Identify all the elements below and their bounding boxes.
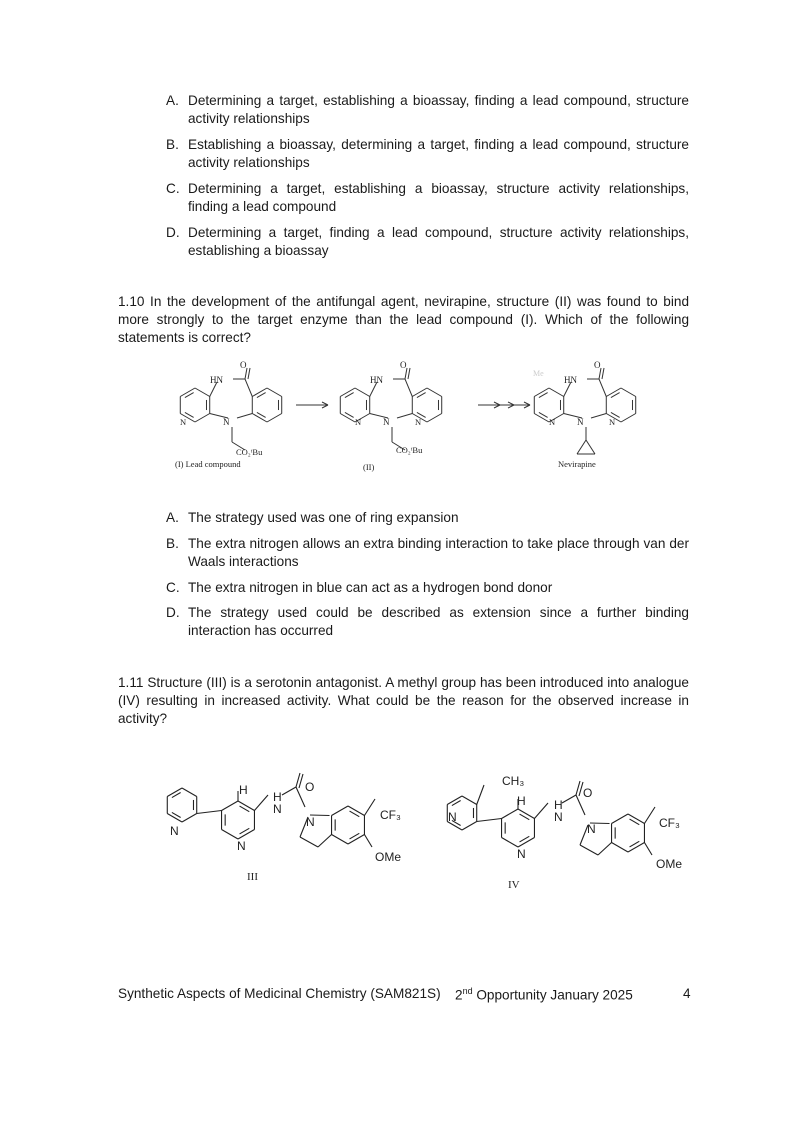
bond (405, 379, 412, 397)
label-ester: CO₂ᵗBu (396, 445, 423, 455)
ring-bond (612, 814, 628, 824)
label-n: N (554, 810, 563, 824)
option-a (166, 92, 689, 128)
label-n: N (383, 417, 390, 427)
label-n: N (415, 417, 422, 427)
label-n: N (237, 839, 246, 853)
ring-bond (628, 843, 644, 853)
bond (562, 795, 576, 803)
bond (580, 845, 598, 855)
label-n: N (609, 417, 616, 427)
label-n: N (587, 822, 596, 836)
label-n: N (549, 417, 556, 427)
option-label: D. (166, 605, 180, 620)
option-text: The extra nitrogen in blue can act as a hydrogen bond donor (188, 580, 553, 595)
ring-bond (412, 388, 427, 397)
label-n: N (577, 417, 584, 427)
label-n: N (223, 417, 230, 427)
bond (477, 785, 484, 805)
bond (197, 811, 222, 814)
bond (397, 414, 412, 419)
label-hn: HN (564, 375, 577, 385)
ring-bond (427, 388, 442, 397)
label-o: O (305, 780, 315, 794)
serotonin-antagonist-structures-figure (0, 765, 794, 895)
option-label: B. (166, 536, 179, 551)
question-1-11-stem: 1.11 Structure (III) is a serotonin antagonist. A methyl group has been introduced into analogue (IV) resulting in increased activity. What could be the reason for the observed increase in activity? (118, 675, 689, 726)
bond (534, 803, 548, 819)
ring-bond (238, 801, 254, 811)
option-label: A. (166, 510, 179, 525)
label-o: O (583, 786, 593, 800)
ring-bond (502, 838, 518, 848)
ring-bond (534, 414, 549, 423)
ring-bond (518, 838, 534, 848)
option-text: The strategy used could be described as extension since a further binding interaction has occurred (188, 605, 689, 638)
label-n: N (273, 802, 282, 816)
ring-bond (340, 388, 355, 397)
bond (644, 807, 655, 824)
label-h: H (517, 794, 526, 808)
ring-bond (267, 388, 282, 397)
ring-bond (332, 835, 348, 845)
ring-bond (182, 788, 197, 797)
ring-bond (252, 388, 267, 397)
label-h: H (239, 783, 248, 797)
ring-bond (447, 796, 462, 805)
bond (408, 368, 410, 379)
label-n: N (306, 815, 315, 829)
label-ch3: CH₃ (502, 774, 525, 788)
option-text: The strategy used was one of ring expansion (188, 510, 459, 525)
label-n: N (170, 824, 179, 838)
option-label: D. (166, 225, 180, 240)
label-n: N (448, 810, 457, 824)
bond (599, 379, 606, 397)
ring-bond (332, 806, 348, 816)
bond (644, 843, 652, 856)
cyclopropyl (586, 440, 595, 454)
option-label: C. (166, 181, 180, 196)
ring-bond (340, 414, 355, 423)
ring-bond (267, 414, 282, 423)
bond (254, 795, 268, 811)
option-b (166, 136, 689, 172)
caption-iv: IV (508, 879, 520, 891)
footer-opportunity (455, 986, 633, 1003)
question-1-10-stem: 1.10 In the development of the antifungal agent, nevirapine, structure (II) was found to bind more strongly to the target enzyme than the lead compound (I). Which of the following statements is correct? (118, 294, 689, 345)
label-ome: OMe (375, 850, 402, 864)
label-hn: HN (370, 375, 383, 385)
bond (602, 368, 604, 379)
label-o: O (594, 360, 601, 370)
ring-bond (612, 843, 628, 853)
option-label: C. (166, 580, 180, 595)
label-h: H (554, 798, 563, 812)
ring-bond (238, 830, 254, 840)
nevirapine-scheme-figure (0, 350, 794, 480)
label-h: H (273, 790, 282, 804)
page-number: 4 (683, 986, 691, 1001)
label-o: O (400, 360, 407, 370)
option-a (166, 509, 689, 527)
ring-bond (502, 809, 518, 819)
label-cf3: CF₃ (380, 808, 401, 822)
bond (318, 835, 332, 848)
option-b (166, 535, 689, 571)
ring-bond (348, 835, 364, 845)
label-o: O (240, 360, 247, 370)
ring-bond (182, 814, 197, 823)
ring-bond (534, 388, 549, 397)
opportunity-text: Opportunity January 2025 (472, 987, 633, 1003)
label-cf3: CF₃ (659, 816, 680, 830)
caption-iii: III (247, 871, 258, 883)
bond (300, 837, 318, 847)
ring-bond (167, 814, 182, 823)
ring-bond (355, 388, 370, 397)
ring-bond (621, 388, 636, 397)
ring-bond (195, 414, 210, 423)
label-ome: OMe (656, 857, 683, 871)
ring-bond (628, 814, 644, 824)
option-d (166, 604, 689, 640)
option-d (166, 224, 689, 260)
label-hn: HN (210, 375, 223, 385)
ring-bond (462, 796, 477, 805)
bond (296, 787, 305, 807)
caption-compound-ii: (II) (363, 462, 375, 472)
option-c (166, 579, 689, 597)
ring-bond (518, 809, 534, 819)
bond (364, 835, 372, 848)
label-n: N (355, 417, 362, 427)
option-label: B. (166, 137, 179, 152)
ring-bond (167, 788, 182, 797)
option-text: Determining a target, finding a lead compound, structure activity relationships, establishing a bioassay (188, 225, 689, 258)
label-me: Me (533, 369, 544, 378)
bond (477, 819, 502, 822)
bond (282, 787, 296, 795)
ring-bond (427, 414, 442, 423)
ring-bond (195, 388, 210, 397)
cyclopropyl (577, 440, 586, 454)
ring-bond (180, 388, 195, 397)
ring-bond (222, 830, 238, 840)
ring-bond (606, 388, 621, 397)
bond (237, 414, 252, 419)
option-c (166, 180, 689, 216)
bond (364, 799, 375, 816)
ring-bond (462, 822, 477, 831)
ring-bond (348, 806, 364, 816)
label-n: N (180, 417, 187, 427)
ring-bond (621, 414, 636, 423)
option-text: Establishing a bioassay, determining a target, finding a lead compound, structure activity relationships (188, 137, 689, 170)
label-n: N (517, 847, 526, 861)
ring-bond (549, 388, 564, 397)
footer-course: Synthetic Aspects of Medicinal Chemistry (SAM821S) (118, 986, 441, 1001)
ring-bond (222, 801, 238, 811)
bond (591, 414, 606, 419)
bond (248, 368, 250, 379)
option-text: Determining a target, establishing a bioassay, finding a lead compound, structure activity relationships (188, 93, 689, 126)
bond (598, 843, 612, 856)
caption-lead-compound: (I) Lead compound (175, 459, 241, 469)
opportunity-suffix: nd (462, 986, 473, 996)
option-text: Determining a target, establishing a bioassay, structure activity relationships, finding a lead compound (188, 181, 689, 214)
option-label: A. (166, 93, 179, 108)
bond (245, 379, 252, 397)
option-text: The extra nitrogen allows an extra binding interaction to take place through van der Waals interactions (188, 536, 689, 569)
label-ester: CO₂ᵗBu (236, 447, 263, 457)
opportunity-number: 2 (455, 987, 463, 1003)
caption-nevirapine: Nevirapine (558, 459, 596, 469)
ring-bond (252, 414, 267, 423)
